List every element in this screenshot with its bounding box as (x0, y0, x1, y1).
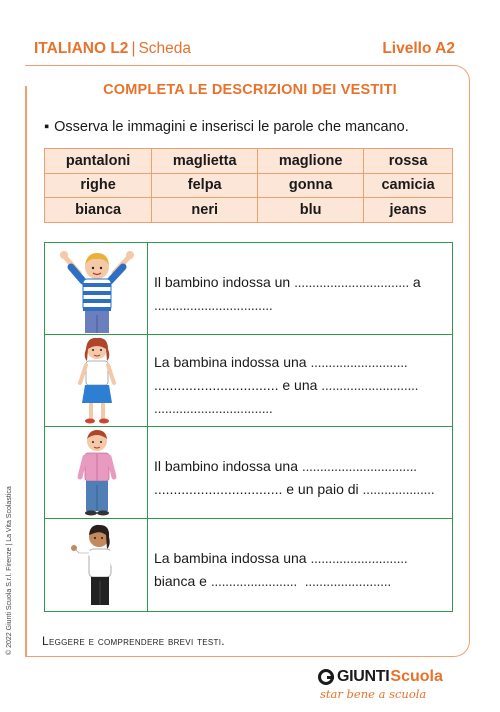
giunti-scuola-logo (318, 668, 458, 701)
word-cell: bianca (45, 198, 152, 223)
header-subject-text: ITALIANO L2 (34, 40, 129, 57)
exercise-sentence: ................................. e un paio di (154, 481, 363, 497)
exercise-text (148, 427, 452, 518)
boy-striped-sweater-icon (45, 243, 148, 334)
logo-scuola: Scuola (390, 668, 443, 685)
word-cell: jeans (364, 198, 453, 223)
word-cell: blu (258, 198, 364, 223)
blank-field[interactable]: ................................. (154, 400, 273, 416)
exercise-text (148, 335, 452, 426)
exercise-sentence: La bambina indossa una (154, 550, 311, 566)
exercise-sentence: Il bambino indossa una (154, 458, 302, 474)
blank-field[interactable]: ................................ (301, 458, 417, 474)
exercise-text (148, 519, 452, 611)
logo-giunti: GIUNTI (337, 668, 390, 685)
word-bank-row (45, 173, 453, 198)
instruction-bullet: ▪ (44, 119, 50, 135)
copyright-notice: © 2022 Giunti Scuola S.r.l. Firenze | La Vita Scolastica (6, 486, 13, 655)
exercise-row (45, 243, 452, 335)
logo-tagline: star bene a scuola (320, 687, 427, 701)
word-cell: pantaloni (45, 149, 152, 174)
blank-field[interactable]: ................................. (154, 297, 273, 313)
exercise-sentence: La bambina indossa una (154, 354, 311, 370)
page-title: COMPLETA LE DESCRIZIONI DEI VESTITI (103, 82, 397, 98)
header-type: Scheda (138, 40, 192, 57)
exercise-text (148, 243, 452, 334)
word-bank-row (45, 198, 453, 223)
blank-field[interactable]: ........................ (304, 573, 391, 589)
word-cell: gonna (258, 173, 364, 198)
header-subject (34, 40, 191, 58)
word-cell: felpa (152, 173, 258, 198)
instruction-text: Osserva le immagini e inserisci le parole che mancano. (54, 119, 409, 135)
girl-white-top-blue-skirt-icon (45, 335, 148, 426)
blank-field[interactable]: ........................... (321, 377, 419, 393)
skill-label: Leggere e comprendere brevi testi. (42, 634, 225, 648)
word-cell: maglione (258, 149, 364, 174)
blank-field[interactable]: ........................ (210, 573, 297, 589)
exercise-sentence: Il bambino indossa un (154, 274, 295, 290)
exercise-sentence: a (408, 274, 421, 290)
boy-pink-shirt-jeans-icon (45, 427, 148, 518)
exercise-row (45, 427, 452, 519)
page-frame-left (25, 65, 27, 657)
blank-field[interactable]: ................................ (294, 274, 409, 290)
word-bank-row (45, 149, 453, 174)
exercise-grid (44, 242, 453, 612)
girl-white-shirt-black-pants-icon (45, 519, 148, 611)
instruction (44, 119, 409, 135)
blank-field[interactable]: ........................... (310, 550, 408, 566)
logo-wordmark (318, 668, 458, 686)
blank-field[interactable]: .................... (362, 481, 435, 497)
word-cell: camicia (364, 173, 453, 198)
word-cell: maglietta (152, 149, 258, 174)
word-bank-table (44, 148, 453, 223)
header-separator: | (131, 40, 136, 57)
exercise-sentence: ................................ e una (154, 377, 322, 393)
word-cell: neri (152, 198, 258, 223)
blank-field[interactable]: ........................... (310, 354, 408, 370)
exercise-sentence: bianca e (154, 573, 211, 589)
header-level: Livello A2 (382, 40, 455, 57)
exercise-row (45, 519, 452, 611)
word-cell: rossa (364, 149, 453, 174)
exercise-row (45, 335, 452, 427)
word-cell: righe (45, 173, 152, 198)
logo-g-icon (318, 669, 334, 685)
